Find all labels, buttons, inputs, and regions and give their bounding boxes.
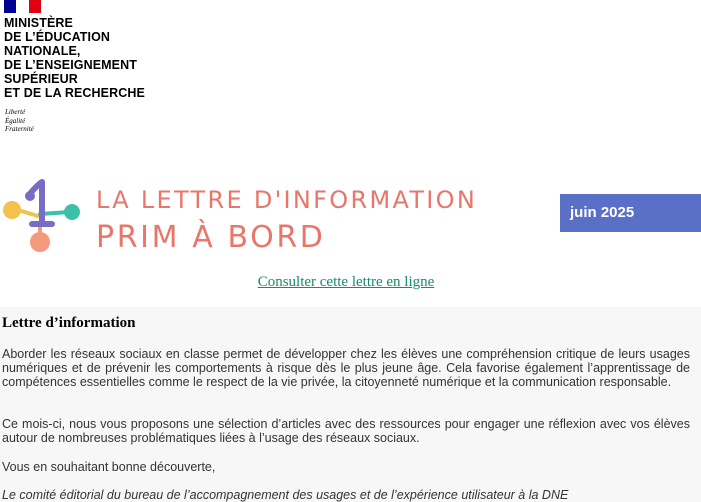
- signature: Le comité éditorial du bureau de l’accompagnement des usages et de l’expérience utilisateur à la DNE: [2, 488, 569, 502]
- ministry-line: NATIONALE,: [4, 44, 81, 58]
- issue-date-badge: juin 2025: [560, 194, 701, 232]
- motto-line: Fraternité: [5, 125, 34, 133]
- motto-line: Liberté: [5, 108, 26, 116]
- intro-paragraph: Aborder les réseaux sociaux en classe permet de développer chez les élèves une compréhension critique de leurs usages numériques et de prévenir les comportements à risque dès le plus jeune âge. Cela favorise également l’apprentissage de compétences essentielles comme le respect de la vie privée, la citoyenneté numérique et la communication responsable.: [2, 347, 690, 389]
- section-heading: Lettre d’information: [2, 315, 136, 331]
- ministry-line: MINISTÈRE: [4, 16, 73, 30]
- newsletter-title: LA LETTRE D'INFORMATION: [96, 186, 478, 214]
- ministry-line: DE L’ÉDUCATION: [4, 30, 111, 44]
- ministry-line: DE L’ENSEIGNEMENT: [4, 58, 137, 72]
- greeting-paragraph: Vous en souhaitant bonne découverte,: [2, 460, 216, 474]
- ministry-name: [4, 16, 145, 100]
- prim-a-bord-logo-icon: [0, 178, 85, 256]
- selection-paragraph: Ce mois-ci, nous vous proposons une sélection d’articles avec des ressources pour engager une réflexion avec vos élèves autour de nombreuses problématiques liées à l’usage des réseaux sociaux.: [2, 417, 690, 445]
- newsletter-subtitle: PRIM À BORD: [96, 220, 326, 255]
- french-flag-icon: [4, 0, 41, 13]
- ministry-line: ET DE LA RECHERCHE: [4, 86, 145, 100]
- motto-line: Égalité: [5, 116, 26, 125]
- ministry-line: SUPÉRIEUR: [4, 72, 78, 86]
- republic-motto: [5, 108, 34, 134]
- view-online-link[interactable]: Consulter cette lettre en ligne: [257, 274, 435, 290]
